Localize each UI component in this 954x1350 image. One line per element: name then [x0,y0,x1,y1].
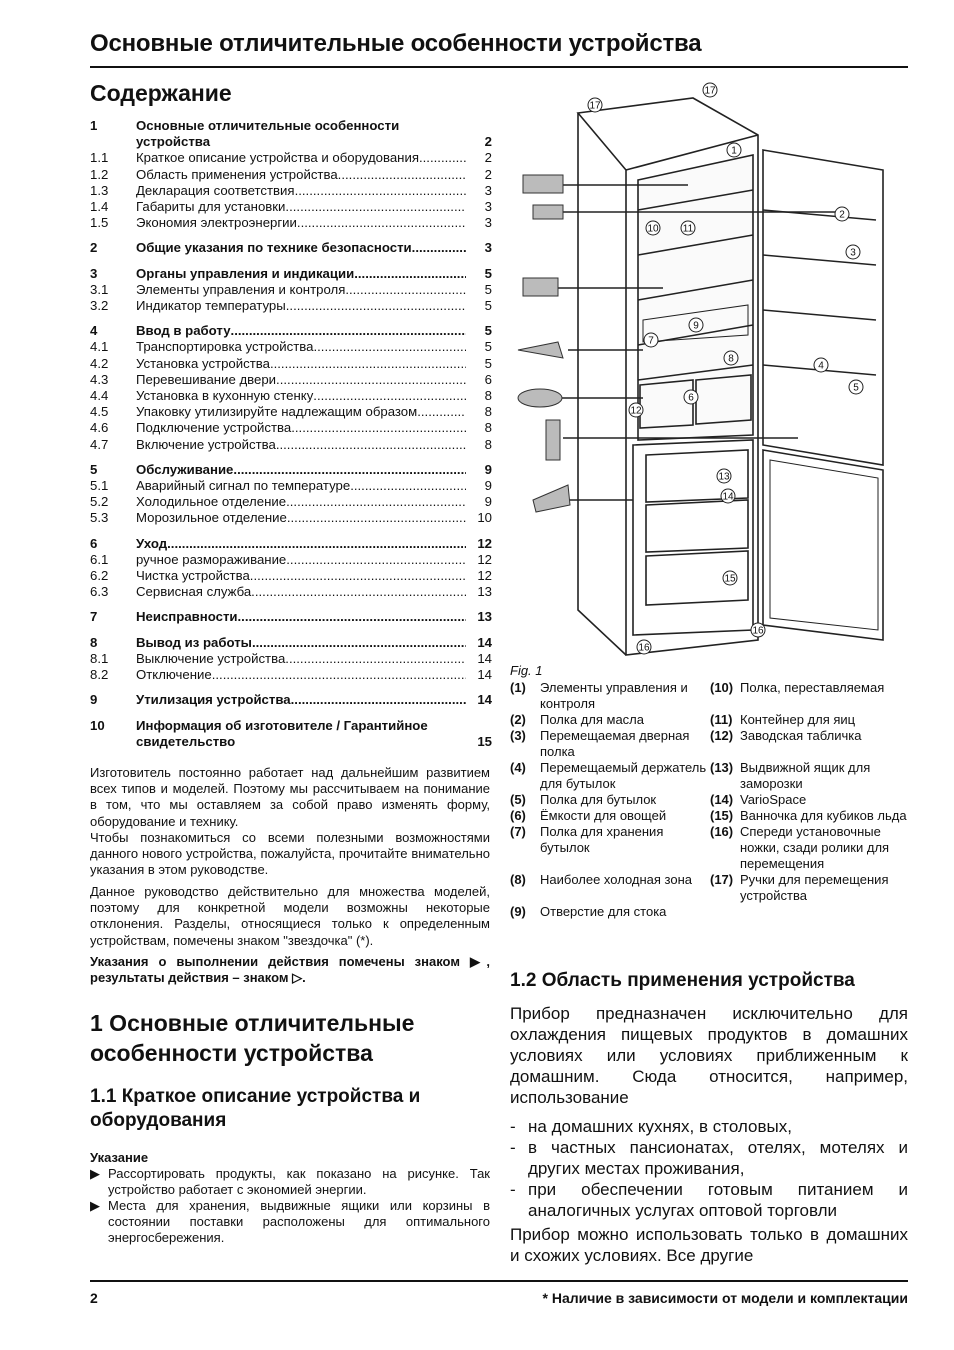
toc-entry[interactable] [90,609,492,625]
legend-item [510,712,710,728]
legend-key: (6) [510,808,526,823]
legend-text: Элементы управления и контроля [540,680,688,711]
intro-p4-part2: , результаты действия – знаком [90,954,490,986]
toc-entry[interactable] [90,404,492,420]
callout-11 [681,221,695,235]
legend-item [710,760,910,792]
toc-entry-number: 1.4 [90,199,109,215]
toc-entry-title: Холодильное отделение [136,494,287,510]
action-marker-icon: ▶ [90,1166,100,1181]
toc-entry-number: 6.3 [90,584,109,600]
intro-paragraph-1: Изготовитель постоянно работает над дальнейшим развитием всех типов и моделей. Поэтому мы рассчитываем на понимание в том, что мы оставляем за собой право изменять форму, оборудование и технику. [90,765,490,829]
toc-entry[interactable] [90,356,492,372]
legend-text: Выдвижной ящик для заморозки [740,760,871,791]
toc-entry-title: Упаковку утилизируйте надлежащим образом [136,404,418,420]
callout-15 [723,571,737,585]
toc-entry-page: 8 [484,436,492,452]
toc-entry[interactable] [90,651,492,667]
section-1-heading: 1 Основные отличительные особенности устройства [90,1010,415,1066]
callout-8 [724,351,738,365]
legend-item [710,712,910,728]
callout-7 [644,333,658,347]
toc-entry-page: 12 [477,535,492,551]
callout-number: 17 [589,100,601,112]
legend-row [510,904,910,920]
toc-entry-title: Область применения устройства [136,166,338,182]
toc-entry-number: 8.1 [90,650,109,666]
callout-12 [629,403,643,417]
callout-4 [814,358,828,372]
toc-entry-number: 4.2 [90,355,109,371]
callout-5 [849,380,863,394]
callout-number: 2 [839,209,845,221]
toc-entry-title: Транспортировка устройства [136,339,314,355]
toc-entry-number: 5.1 [90,478,109,494]
toc-entry-title: Отключение [136,667,212,683]
callout-number: 13 [718,471,730,483]
food-icon-meat [523,278,558,296]
table-of-contents [90,118,492,750]
toc-entry-title: Подключение устройства [136,420,292,436]
toc-entry-title: Перевешивание двери [136,371,277,387]
figure-legend [510,680,910,920]
callout-number: 11 [682,223,694,235]
toc-entry-title: Индикатор температуры [136,298,286,314]
callout-16 [637,640,651,654]
toc-entry-page: 8 [484,404,492,420]
toc-entry[interactable] [90,462,492,478]
toc-entry-page: 13 [477,609,492,625]
callout-number: 4 [818,360,824,372]
toc-entry-page: 3 [484,199,492,215]
toc-entry-title: Информация об изготовителе / Гарантийное свидетельство [136,717,428,749]
legend-item [710,904,910,920]
toc-entry-title: ручное размораживание [136,551,287,567]
legend-item [510,728,710,760]
legend-key: (7) [510,824,526,839]
legend-text: VarioSpace [740,792,807,807]
toc-entry-title: Общие указания по технике безопасности [136,240,412,256]
legend-key: (5) [510,792,526,807]
toc-entry[interactable] [90,118,492,150]
legend-item [710,680,910,712]
legend-item [510,808,710,824]
food-icon-vegetables [518,389,562,407]
toc-entry-page: 5 [484,281,492,297]
callout-6 [684,390,698,404]
legend-key: (13) [710,760,734,775]
toc-entry-number: 8.2 [90,667,109,683]
toc-entry-number: 4.4 [90,388,109,404]
toc-entry-number: 3 [90,265,98,281]
toc-entry[interactable] [90,437,492,453]
legend-item [510,904,710,920]
toc-entry-page: 15 [477,733,492,749]
callout-number: 10 [647,223,659,235]
legend-key: (1) [510,680,526,695]
note-block [90,1150,490,1246]
note-item [90,1166,490,1198]
toc-entry[interactable] [90,298,492,314]
toc-entry-page: 2 [484,150,492,166]
toc-entry-number: 4 [90,323,98,339]
toc-entry[interactable] [90,183,492,199]
legend-item [710,824,910,872]
legend-item [710,872,910,904]
toc-entry-page: 14 [477,650,492,666]
toc-entry[interactable] [90,266,492,282]
legend-item [710,792,910,808]
toc-entry-number: 4.6 [90,420,109,436]
toc-entry-number: 8 [90,634,98,650]
toc-entry-title: Органы управления и индикации [136,265,355,281]
callout-1 [727,143,741,157]
toc-entry[interactable] [90,323,492,339]
legend-key: (17) [710,872,734,887]
legend-item [510,760,710,792]
legend-key: (3) [510,728,526,743]
legend-text: Ручки для перемещения устройства [740,872,889,903]
legend-key: (11) [710,712,733,727]
toc-entry[interactable] [90,339,492,355]
toc-entry-number: 9 [90,692,98,708]
list-item: - в частных пансионатах, отелях, мотелях и других местах проживания, [510,1138,908,1178]
legend-text: Контейнер для яиц [740,712,856,727]
legend-key: (16) [710,824,734,839]
toc-entry-title: Утилизация устройства [136,692,291,708]
toc-entry[interactable] [90,494,492,510]
callout-number: 3 [850,247,856,259]
callout-17 [588,98,602,112]
food-icon-fish [518,342,563,358]
footer-rule [90,1280,908,1282]
intro-paragraph-3: Данное руководство действительно для множества моделей, поэтому для конкретной модели возможны некоторые отклонения. Разделы, относящиеся только к определенным устройствам, помечены знаком "звездочка" (*). [90,884,490,948]
legend-text: Наиболее холодная зона [540,872,693,887]
section-1-2-paragraph-1: Прибор предназначен исключительно для охлаждения пищевых продуктов в домашних условиях или условиях приближенным к домашним. Сюда относится, например, использование [510,1004,908,1107]
legend-text: Полка для бутылок [540,792,657,807]
toc-entry-number: 1.1 [90,150,109,166]
legend-item [710,808,910,824]
toc-entry-page: 14 [477,692,492,708]
legend-text: Полка для масла [540,712,644,727]
toc-entry-page: 9 [484,461,492,477]
result-marker-icon: ▷ [292,970,303,986]
toc-entry[interactable] [90,510,492,526]
toc-entry-number: 4.3 [90,371,109,387]
legend-text: Перемещаемая дверная полка [540,728,690,759]
toc-entry-title: Морозильное отделение [136,510,287,526]
toc-entry[interactable] [90,568,492,584]
callout-number: 16 [638,642,650,654]
toc-entry[interactable] [90,584,492,600]
toc-entry[interactable] [90,420,492,436]
toc-entry[interactable] [90,199,492,215]
toc-entry-title: Основные отличительные особенности устройства [136,118,400,150]
callout-number: 1 [731,145,737,157]
legend-key: (12) [710,728,734,743]
toc-entry-title: Экономия электроэнергии [136,215,297,231]
toc-entry-number: 2 [90,240,98,256]
toc-entry-page: 5 [484,265,492,281]
toc-entry-number: 7 [90,609,98,625]
toc-entry-title: Краткое описание устройства и оборудования [136,150,419,166]
legend-item [510,792,710,808]
toc-entry-title: Вывод из работы [136,634,252,650]
legend-row [510,824,910,872]
fridge-figure [508,80,908,660]
toc-entry[interactable] [90,478,492,494]
legend-key: (8) [510,872,526,887]
legend-text: Полка, переставляемая [740,680,885,695]
toc-entry-number: 4.7 [90,436,109,452]
callout-17 [703,83,717,97]
toc-entry-title: Сервисная служба [136,584,252,600]
legend-text: Спереди установочные ножки, сзади ролики для перемещения [740,824,890,871]
list-item: - при обеспечении готовым питанием и аналогичных услугах оптовой торговли [510,1180,908,1220]
toc-entry-title: Аварийный сигнал по температуре [136,478,351,494]
usage-list [510,1116,908,1221]
toc-entry[interactable] [90,372,492,388]
legend-item [510,680,710,712]
toc-entry[interactable] [90,215,492,231]
intro-paragraph-2: Чтобы познакомиться со всеми полезными возможностями данного нового устройства, пожалуйста, прочитайте внимательно указания в этом руководстве. [90,830,490,878]
toc-entry-title: Уход [136,535,168,551]
toc-entry-title: Обслуживание [136,461,234,477]
legend-row [510,728,910,760]
toc-entry-page: 12 [477,568,492,584]
toc-entry[interactable] [90,692,492,708]
callout-number: 17 [704,85,716,97]
toc-entry-page: 14 [477,634,492,650]
legend-text: Ёмкости для овощей [540,808,667,823]
toc-entry[interactable] [90,150,492,166]
toc-entry[interactable] [90,667,492,683]
toc-entry-title: Чистка устройства [136,568,250,584]
toc-entry[interactable] [90,388,492,404]
toc-entry[interactable] [90,240,492,256]
toc-entry-title: Неисправности [136,609,238,625]
toc-entry-page: 2 [484,134,492,150]
toc-entry-number: 5.2 [90,494,109,510]
food-icon-butter [533,205,563,219]
toc-entry[interactable] [90,718,492,750]
food-icon-dairy [523,175,563,193]
toc-entry-number: 3.2 [90,298,109,314]
toc-entry-number: 6.2 [90,568,109,584]
toc-entry-number: 1.3 [90,182,109,198]
list-item: - на домашних кухнях, в столовых, [510,1117,792,1136]
toc-entry-page: 3 [484,240,492,256]
toc-entry-title: Элементы управления и контроля [136,281,346,297]
toc-entry-title: Включение устройства [136,436,276,452]
legend-text: Перемещаемый держатель для бутылок [540,760,707,791]
toc-entry-title: Установка устройства [136,355,270,371]
legend-key: (4) [510,760,526,775]
callout-10 [646,221,660,235]
toc-entry-page: 6 [484,371,492,387]
legend-row [510,808,910,824]
legend-key: (9) [510,904,526,919]
callout-number: 12 [630,405,642,417]
legend-key: (2) [510,712,526,727]
footer-note: * Наличие в зависимости от модели и комплектации [542,1290,908,1306]
legend-key: (10) [710,680,734,695]
toc-entry-number: 5.3 [90,510,109,526]
toc-entry-number: 6.1 [90,551,109,567]
toc-entry-page: 5 [484,323,492,339]
toc-entry-page: 3 [484,182,492,198]
page-number: 2 [90,1290,98,1306]
section-1-2-heading: 1.2 Область применения устройства [510,970,855,991]
legend-row [510,792,910,808]
note-title: Указание [90,1150,149,1165]
toc-entry[interactable] [90,552,492,568]
toc-entry[interactable] [90,635,492,651]
toc-entry-title: Установка в кухонную стенку [136,388,314,404]
note-item [90,1198,490,1246]
toc-entry-number: 4.5 [90,404,109,420]
legend-item [510,872,710,904]
toc-entry-page: 14 [477,667,492,683]
toc-title: Содержание [90,80,232,106]
legend-row [510,680,910,712]
toc-entry-title: Выключение устройства [136,650,286,666]
toc-entry-number: 6 [90,535,98,551]
toc-entry-number: 10 [90,717,105,733]
toc-entry-number: 1.5 [90,215,109,231]
action-marker-icon: ▶ [469,954,487,969]
legend-row [510,760,910,792]
toc-entry-page: 9 [484,494,492,510]
legend-key: (14) [710,792,734,807]
callout-9 [689,318,703,332]
toc-entry-title: Ввод в работу [136,323,231,339]
toc-entry-number: 4.1 [90,339,109,355]
page-header-title: Основные отличительные особенности устройства [90,30,702,57]
toc-entry-number: 5 [90,461,98,477]
legend-text: Заводская табличка [740,728,862,743]
callout-number: 15 [724,573,736,585]
callout-2 [835,207,849,221]
toc-entry[interactable] [90,282,492,298]
toc-entry-number: 3.1 [90,281,109,297]
callout-14 [721,489,735,503]
toc-entry-page: 13 [477,584,492,600]
legend-text: Отверстие для стока [540,904,667,919]
note-item-text: Рассортировать продукты, как показано на рисунке. Так устройство работает с экономией энергии. [108,1166,490,1197]
callout-number: 8 [728,353,734,365]
legend-item [510,824,710,872]
toc-entry-page: 2 [484,166,492,182]
callout-number: 5 [853,382,859,394]
callout-number: 7 [648,335,654,347]
toc-entry-page: 12 [477,551,492,567]
toc-entry[interactable] [90,536,492,552]
food-icon-frozen [533,485,570,512]
action-marker-icon: ▶ [90,1198,100,1213]
intro-p4-part1: Указания о выполнении действия помечены знаком [90,954,460,969]
toc-entry-number: 1 [90,118,98,133]
intro-p4-part3: . [302,970,306,986]
toc-entry-number: 1.2 [90,166,109,182]
toc-entry-page: 3 [484,215,492,231]
callout-number: 9 [693,320,699,332]
toc-entry-page: 5 [484,298,492,314]
note-item-text: Места для хранения, выдвижные ящики или корзины в состоянии поставки расположены для оптимального энергосбережения. [108,1198,490,1245]
toc-entry-page: 8 [484,388,492,404]
intro-paragraph-4 [90,954,490,986]
legend-text: Полка для хранения бутылок [540,824,664,855]
callout-13 [717,469,731,483]
legend-row [510,712,910,728]
toc-entry-page: 10 [477,510,492,526]
food-icon-bottle [546,420,560,460]
legend-row [510,872,910,904]
callout-3 [846,245,860,259]
legend-text: Ванночка для кубиков льда [740,808,907,823]
toc-entry[interactable] [90,167,492,183]
callout-number: 6 [688,392,694,404]
legend-key: (15) [710,808,734,823]
section-1-1-heading: 1.1 Краткое описание устройства и оборудования [90,1086,421,1131]
toc-entry-title: Габариты для установки [136,199,286,215]
header-rule [90,66,908,68]
toc-entry-page: 9 [484,478,492,494]
toc-entry-page: 5 [484,339,492,355]
toc-entry-page: 8 [484,420,492,436]
callout-number: 16 [752,625,764,637]
callout-16 [751,623,765,637]
figure-label: Fig. 1 [510,663,543,678]
toc-entry-page: 5 [484,355,492,371]
toc-entry-title: Декларация соответствия [136,182,295,198]
callout-number: 14 [722,491,734,503]
legend-item [710,728,910,760]
section-1-2-paragraph-2: Прибор можно использовать только в домашних и схожих условиях. Все другие [510,1225,908,1265]
